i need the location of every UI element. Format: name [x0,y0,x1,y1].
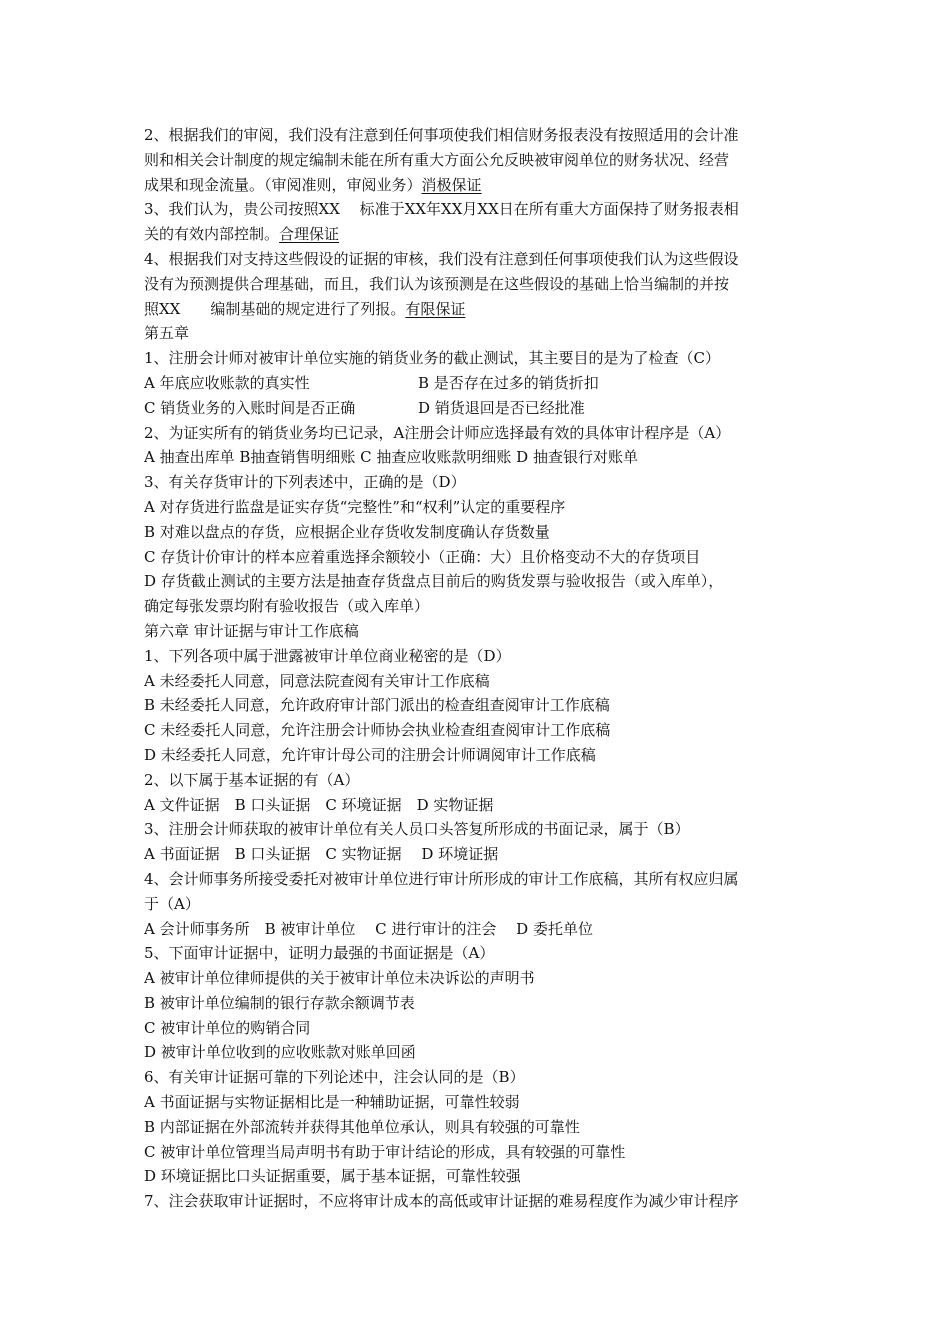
option-line: D 被审计单位收到的应收账款对账单回函 [144,1043,416,1062]
text-line: 2、根据我们的审阅，我们没有注意到任何事项使我们相信财务报表没有按照适用的会计准 [144,126,739,144]
option-line: C 存货计价审计的样本应着重选择余额较小（正确：大）且价格变动不大的存货项目 [144,547,701,566]
option-row: A 书面证据 B 口头证据 C 实物证据 D 环境证据 [144,845,499,864]
option-line: A 被审计单位律师提供的关于被审计单位未决诉讼的声明书 [144,969,535,988]
option-line: B 内部证据在外部流转并获得其他单位承认，则具有较强的可靠性 [144,1117,580,1136]
option-line: B 被审计单位编制的银行存款余额调节表 [144,993,415,1012]
question: 1、注册会计师对被审计单位实施的销货业务的截止测试，其主要目的是为了检查（C） [144,349,721,368]
option-a: A 年底应收账款的真实性 [144,373,310,392]
text-line: 则和相关会计制度的规定编制未能在所有重大方面公允反映被审阅单位的财务状况、经营 [144,150,730,169]
option-b: B 是否存在过多的销货折扣 [418,373,599,392]
question: 4、会计师事务所接受委托对被审计单位进行审计所形成的审计工作底稿，其所有权应归属 [144,869,739,888]
question: 6、有关审计证据可靠的下列论述中，注会认同的是（B） [144,1068,525,1087]
option-d: D 销货退回是否已经批准 [418,398,585,417]
option-line: D 未经委托人同意，允许审计母公司的注册会计师调阅审计工作底稿 [144,745,596,764]
option-line: A 未经委托人同意，同意法院查阅有关审计工作底稿 [144,671,490,690]
text-line [144,222,810,247]
text-line: 4、根据我们对支持这些假设的证据的审核，我们没有注意到任何事项使我们认为这些假设 [144,249,739,268]
option-row [144,371,810,396]
option-line: C 被审计单位的购销合同 [144,1018,311,1037]
option-row: A 文件证据 B 口头证据 C 环境证据 D 实物证据 [144,795,494,814]
question: 1、下列各项中属于泄露被审计单位商业秘密的是（D） [144,646,511,665]
option-line: A 书面证据与实物证据相比是一种辅助证据，可靠性较弱 [144,1093,520,1112]
option-row: A 抽查出库单 B抽查销售明细账 C 抽查应收账款明细账 D 抽查银行对账单 [144,448,638,467]
question: 7、注会获取审计证据时，不应将审计成本的高低或审计证据的难易程度作为减少审计程序 [144,1192,739,1211]
option-line: C 未经委托人同意，允许注册会计师协会执业检查组查阅审计工作底稿 [144,721,611,740]
text-line [144,173,810,198]
question: 2、为证实所有的销货业务均已记录，A注册会计师应选择最有效的具体审计程序是（A） [144,423,731,442]
answer-reasonable-assurance: 合理保证 [279,225,340,244]
answer-limited-assurance: 有限保证 [405,299,466,318]
text-segment: 成果和现金流量。（审阅准则，审阅业务） [144,175,422,194]
question: 3、注册会计师获取的被审计单位有关人员口头答复所形成的书面记录，属于（B） [144,820,690,839]
text-segment: 照XX 编制基础的规定进行了列报。 [144,299,406,318]
option-line: B 未经委托人同意，允许政府审计部门派出的检查组查阅审计工作底稿 [144,696,610,715]
option-line: C 被审计单位管理当局声明书有助于审计结论的形成，具有较强的可靠性 [144,1142,626,1161]
question: 于（A） [144,894,200,913]
option-line: B 对难以盘点的存货，应根据企业存货收发制度确认存货数量 [144,522,550,541]
text-line: 3、我们认为，贵公司按照XX 标准于XX年XX月XX日在所有重大方面保持了财务报表相 [144,200,739,219]
option-line: A 对存货进行监盘是证实存货“完整性”和“权利”认定的重要程序 [144,497,566,516]
answer-negative-assurance: 消极保证 [421,175,482,194]
chapter-heading: 第六章 审计证据与审计工作底稿 [144,621,359,640]
question: 5、下面审计证据中，证明力最强的书面证据是（A） [144,944,495,963]
question: 2、以下属于基本证据的有（A） [144,770,360,789]
option-line: 确定每张发票均附有验收报告（或入库单） [144,597,430,616]
option-line: D 环境证据比口头证据重要，属于基本证据，可靠性较强 [144,1167,521,1186]
option-line: D 存货截止测试的主要方法是抽查存货盘点目前后的购货发票与验收报告（或入库单）， [144,572,724,591]
question: 3、有关存货审计的下列表述中，正确的是（D） [144,473,466,492]
text-line: 没有为预测提供合理基础，而且，我们认为该预测是在这些假设的基础上恰当编制的并按 [144,274,730,293]
text-segment: 关的有效内部控制。 [144,225,280,244]
option-c: C 销货业务的入账时间是否正确 [144,398,356,417]
option-row: A 会计师事务所 B 被审计单位 C 进行审计的注会 D 委托单位 [144,919,593,938]
chapter-heading: 第五章 [144,324,190,343]
text-line [144,297,810,322]
option-row [144,396,810,421]
